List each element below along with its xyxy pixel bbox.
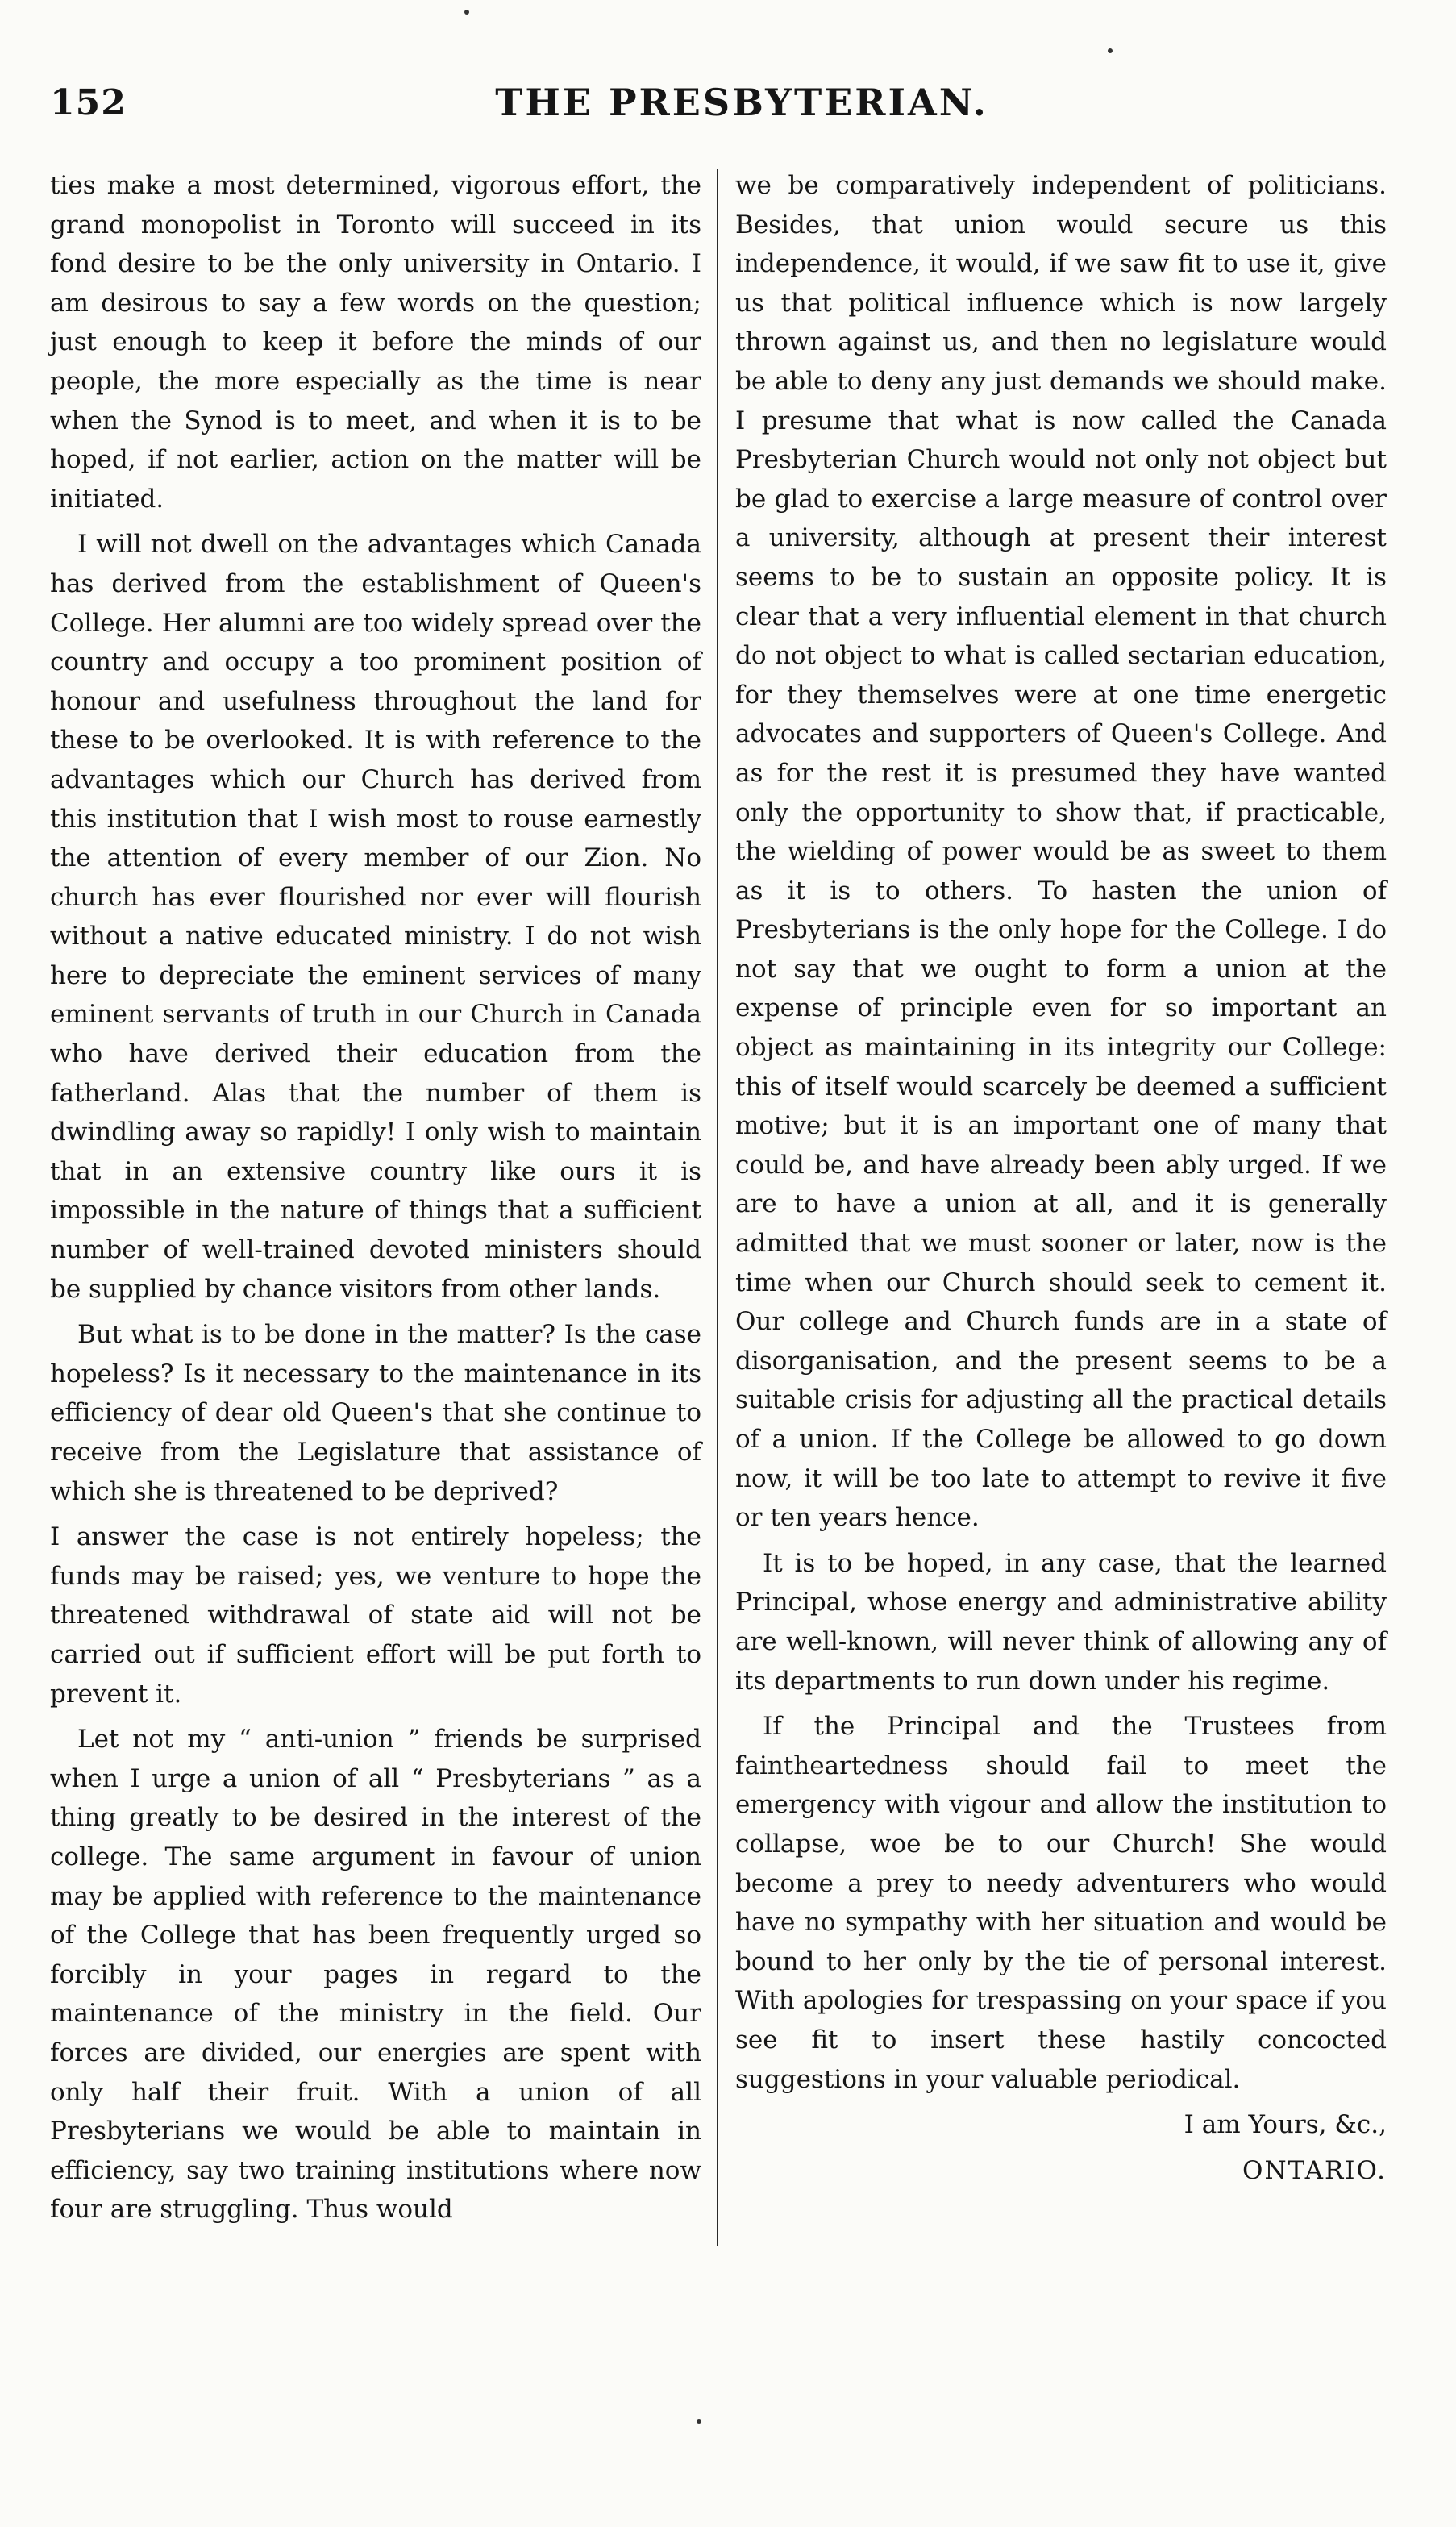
column-divider [717,169,718,2246]
paragraph: ties make a most determined, vigorous effort, the grand monopolist in Toronto will succeed in its fond desire to be the only university in Ontario. I am desirous to say a few words on the question; just enough to keep it before the minds of our people, the more especially as the time is near when the Synod is to meet, and when it is to be hoped, if not earlier, action on the matter will be initiated. [50,171,701,514]
paragraph: I will not dwell on the advantages which Canada has derived from the establishment of Queen's College. Her alumni are too widely spread over the country and occupy a too prominent position of honour and usefulness throughout the land for these to be overlooked. It is with reference to the advantages which our Church has derived from this institution that I wish most to rouse earnestly the attention of every member of our Zion. No church has ever flourished nor ever will flourish without a native educated ministry. I do not wish here to depreciate the eminent services of many eminent servants of truth in our Church in Canada who have derived their education from the fatherland. Alas that the number of them is dwindling away so rapidly! I only wish to maintain that in an extensive country like ours it is impossible in the nature of things that a sufficient number of well-trained devoted ministers should be supplied by chance visitors from other lands. [50,530,701,1304]
running-head-title: THE PRESBYTERIAN. [495,81,988,124]
print-speck [1108,48,1113,53]
signature-name: ONTARIO. [1242,2155,1387,2185]
paragraph: But what is to be done in the matter? Is the case hopeless? Is it necessary to the maintenance in its efficiency of dear old Queen's that she continue to receive from the Legislature that assistance of which she is threatened to be deprived? [50,1320,701,1506]
paragraph: It is to be hoped, in any case, that the learned Principal, whose energy and administrative ability are well-known, will never think of allowing any of its departments to run down under his regime. [735,1548,1387,1696]
right-column [735,166,1387,2190]
print-speck [464,10,469,15]
paragraph: Let not my “ anti-union ” friends be surprised when I urge a union of all “ Presbyterians ” as a thing greatly to be desired in the interest of the college. The same argument in favour of union may be applied with reference to the maintenance of the College that has been frequently urged so forcibly in your pages in regard to the maintenance of the ministry in the field. Our forces are divided, our energies are spent with only half their fruit. With a union of all Presbyterians we would be able to maintain in efficiency, say two training institutions where now four are struggling. Thus would [50,1725,701,2225]
signature-closing: I am Yours, &c., [1184,2110,1387,2140]
page-number: 152 [50,82,127,123]
paragraph: If the Principal and the Trustees from faintheartedness should fail to meet the emergency with vigour and allow the institution to collapse, woe be to our Church! She would become a prey to needy adventurers who would have no sympathy with her situation and would be bound to her only by the tie of personal interest. With apologies for trespassing on your space if you see fit to insert these hastily concocted suggestions in your valuable periodical. [735,1712,1387,2094]
print-speck [697,2419,701,2424]
left-column [50,166,701,2229]
paragraph: I answer the case is not entirely hopeless; the funds may be raised; yes, we venture to hope the threatened withdrawal of state aid will not be carried out if sufficient effort will be put forth to prevent it. [50,1522,701,1709]
paragraph: we be comparatively independent of politicians. Besides, that union would secure us this independence, it would, if we saw fit to use it, give us that political influence which is now largely thrown against us, and then no legislature would be able to deny any just demands we should make. I presume that what is now called the Canada Presbyterian Church would not only not object but be glad to exercise a large measure of control over a university, although at present their interest seems to be to sustain an opposite policy. It is clear that a very influential element in that church do not object to what is called sectarian education, for they themselves were at one time energetic advocates and supporters of Queen's College. And as for the rest it is presumed they have wanted only the opportunity to show that, if practicable, the wielding of power would be as sweet to them as it is to others. To hasten the union of Presbyterians is the only hope for the College. I do not say that we ought to form a union at the expense of principle even for so important an object as maintaining in its integrity our College: this of itself would scarcely be deemed a sufficient motive; but it is an important one of many that could be, and have already been ably urged. If we are to have a union at all, and it is generally admitted that we must sooner or later, now is the time when our Church should seek to cement it. Our college and Church funds are in a state of disorganisation, and the present seems to be a suitable crisis for adjusting all the practical details of a union. If the College be allowed to go down now, it will be too late to attempt to revive it five or ten years hence. [735,171,1387,1533]
